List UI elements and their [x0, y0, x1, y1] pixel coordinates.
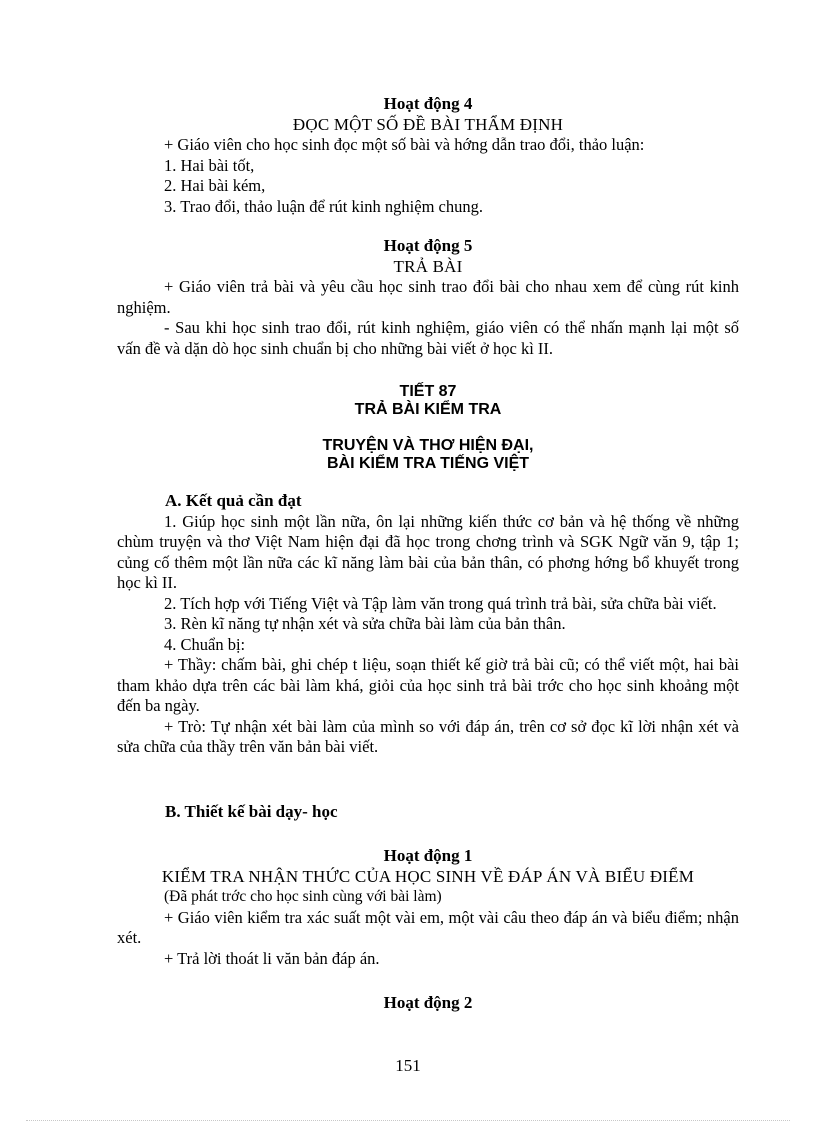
part-a-para-4: 4. Chuẩn bị:: [164, 634, 246, 654]
page-bottom-divider: [26, 1120, 790, 1121]
activity-4-intro: + Giáo viên cho học sinh đọc một số bài và hớng dẫn trao đổi, thảo luận:: [164, 135, 645, 154]
part-a-para-5: + Thầy: chấm bài, ghi chép t liệu, soạn thiết kế giờ trả bài cũ; có thể viết một, hai bài tham khảo dựa trên các bài làm khá, giỏi của học sinh trả bài trớc cho học sinh khoảng một đến ba ngày.: [117, 655, 739, 715]
activity-4-item-3: 3. Trao đổi, thảo luận để rút kinh nghiệm chung.: [164, 196, 483, 216]
activity-4-title: Hoạt động 4: [383, 94, 473, 113]
activity-5-subtitle: TRẢ BÀI: [393, 256, 463, 276]
activity-5-title: Hoạt động 5: [383, 236, 473, 255]
lesson-subtitle-1: TRUYỆN VÀ THƠ HIỆN ĐẠI,: [322, 437, 534, 454]
part-b-activity-1-subtitle: KIỂM TRA NHẬN THỨC CỦA HỌC SINH VỀ ĐÁP ÁN VÀ BIỂU ĐIỂM: [161, 866, 695, 886]
part-b-heading: B. Thiết kế bài dạy- học: [165, 801, 338, 821]
activity-4-item-2: 2. Hai bài kém,: [164, 176, 266, 195]
part-a-para-6: + Trò: Tự nhận xét bài làm của mình so với đáp án, trên cơ sở đọc kĩ lời nhận xét và sửa chữa của thầy trên văn bản bài viết.: [117, 716, 739, 756]
part-a-para-2: 2. Tích hợp với Tiếng Việt và Tập làm văn trong quá trình trả bài, sửa chữa bài viết.: [164, 593, 717, 613]
activity-4-item-1: 1. Hai bài tốt,: [164, 155, 255, 175]
activity-4-subtitle: ĐỌC MỘT SỐ ĐỀ BÀI THẨM ĐỊNH: [292, 114, 564, 134]
part-b-activity-1-title: Hoạt động 1: [383, 846, 473, 865]
lesson-subtitle-2: BÀI KIỂM TRA TIẾNG VIỆT: [326, 455, 530, 472]
part-a-para-1: 1. Giúp học sinh một lần nữa, ôn lại những kiến thức cơ bản và hệ thống về những chùm truyện và thơ Việt Nam hiện đại đã học trong chơng trình và SGK Ngữ văn 9, tập 1; củng cố thêm một lần nữa các kĩ năng làm bài của bản thân, có phơng hớng bổ khuyết trong học kì II.: [117, 511, 739, 592]
part-a-para-3: 3. Rèn kĩ năng tự nhận xét và sửa chữa bài làm của bản thân.: [164, 614, 566, 633]
activity-5-para-1: + Giáo viên trả bài và yêu cầu học sinh trao đổi bài cho nhau xem để cùng rút kinh nghiệm.: [117, 277, 739, 317]
part-b-activity-2-title: Hoạt động 2: [383, 993, 473, 1012]
part-b-activity-1-para-1: + Giáo viên kiểm tra xác suất một vài em, một vài câu theo đáp án và biểu điểm; nhận xét.: [117, 907, 739, 947]
page-content: [117, 94, 739, 1014]
lesson-title: TRẢ BÀI KIỂM TRA: [354, 401, 502, 418]
part-a-heading: A. Kết quả cần đạt: [165, 491, 302, 510]
part-b-activity-1-note: (Đã phát trớc cho học sinh cùng với bài làm): [164, 888, 442, 905]
lesson-number: TIẾT 87: [399, 383, 457, 400]
part-b-activity-1-para-2: + Trả lời thoát li văn bản đáp án.: [164, 948, 380, 968]
page-number: 151: [395, 1056, 421, 1075]
activity-5-para-2: - Sau khi học sinh trao đổi, rút kinh nghiệm, giáo viên có thể nhấn mạnh lại một số vấn đề và dặn dò học sinh chuẩn bị cho những bài viết ở học kì II.: [117, 318, 739, 358]
